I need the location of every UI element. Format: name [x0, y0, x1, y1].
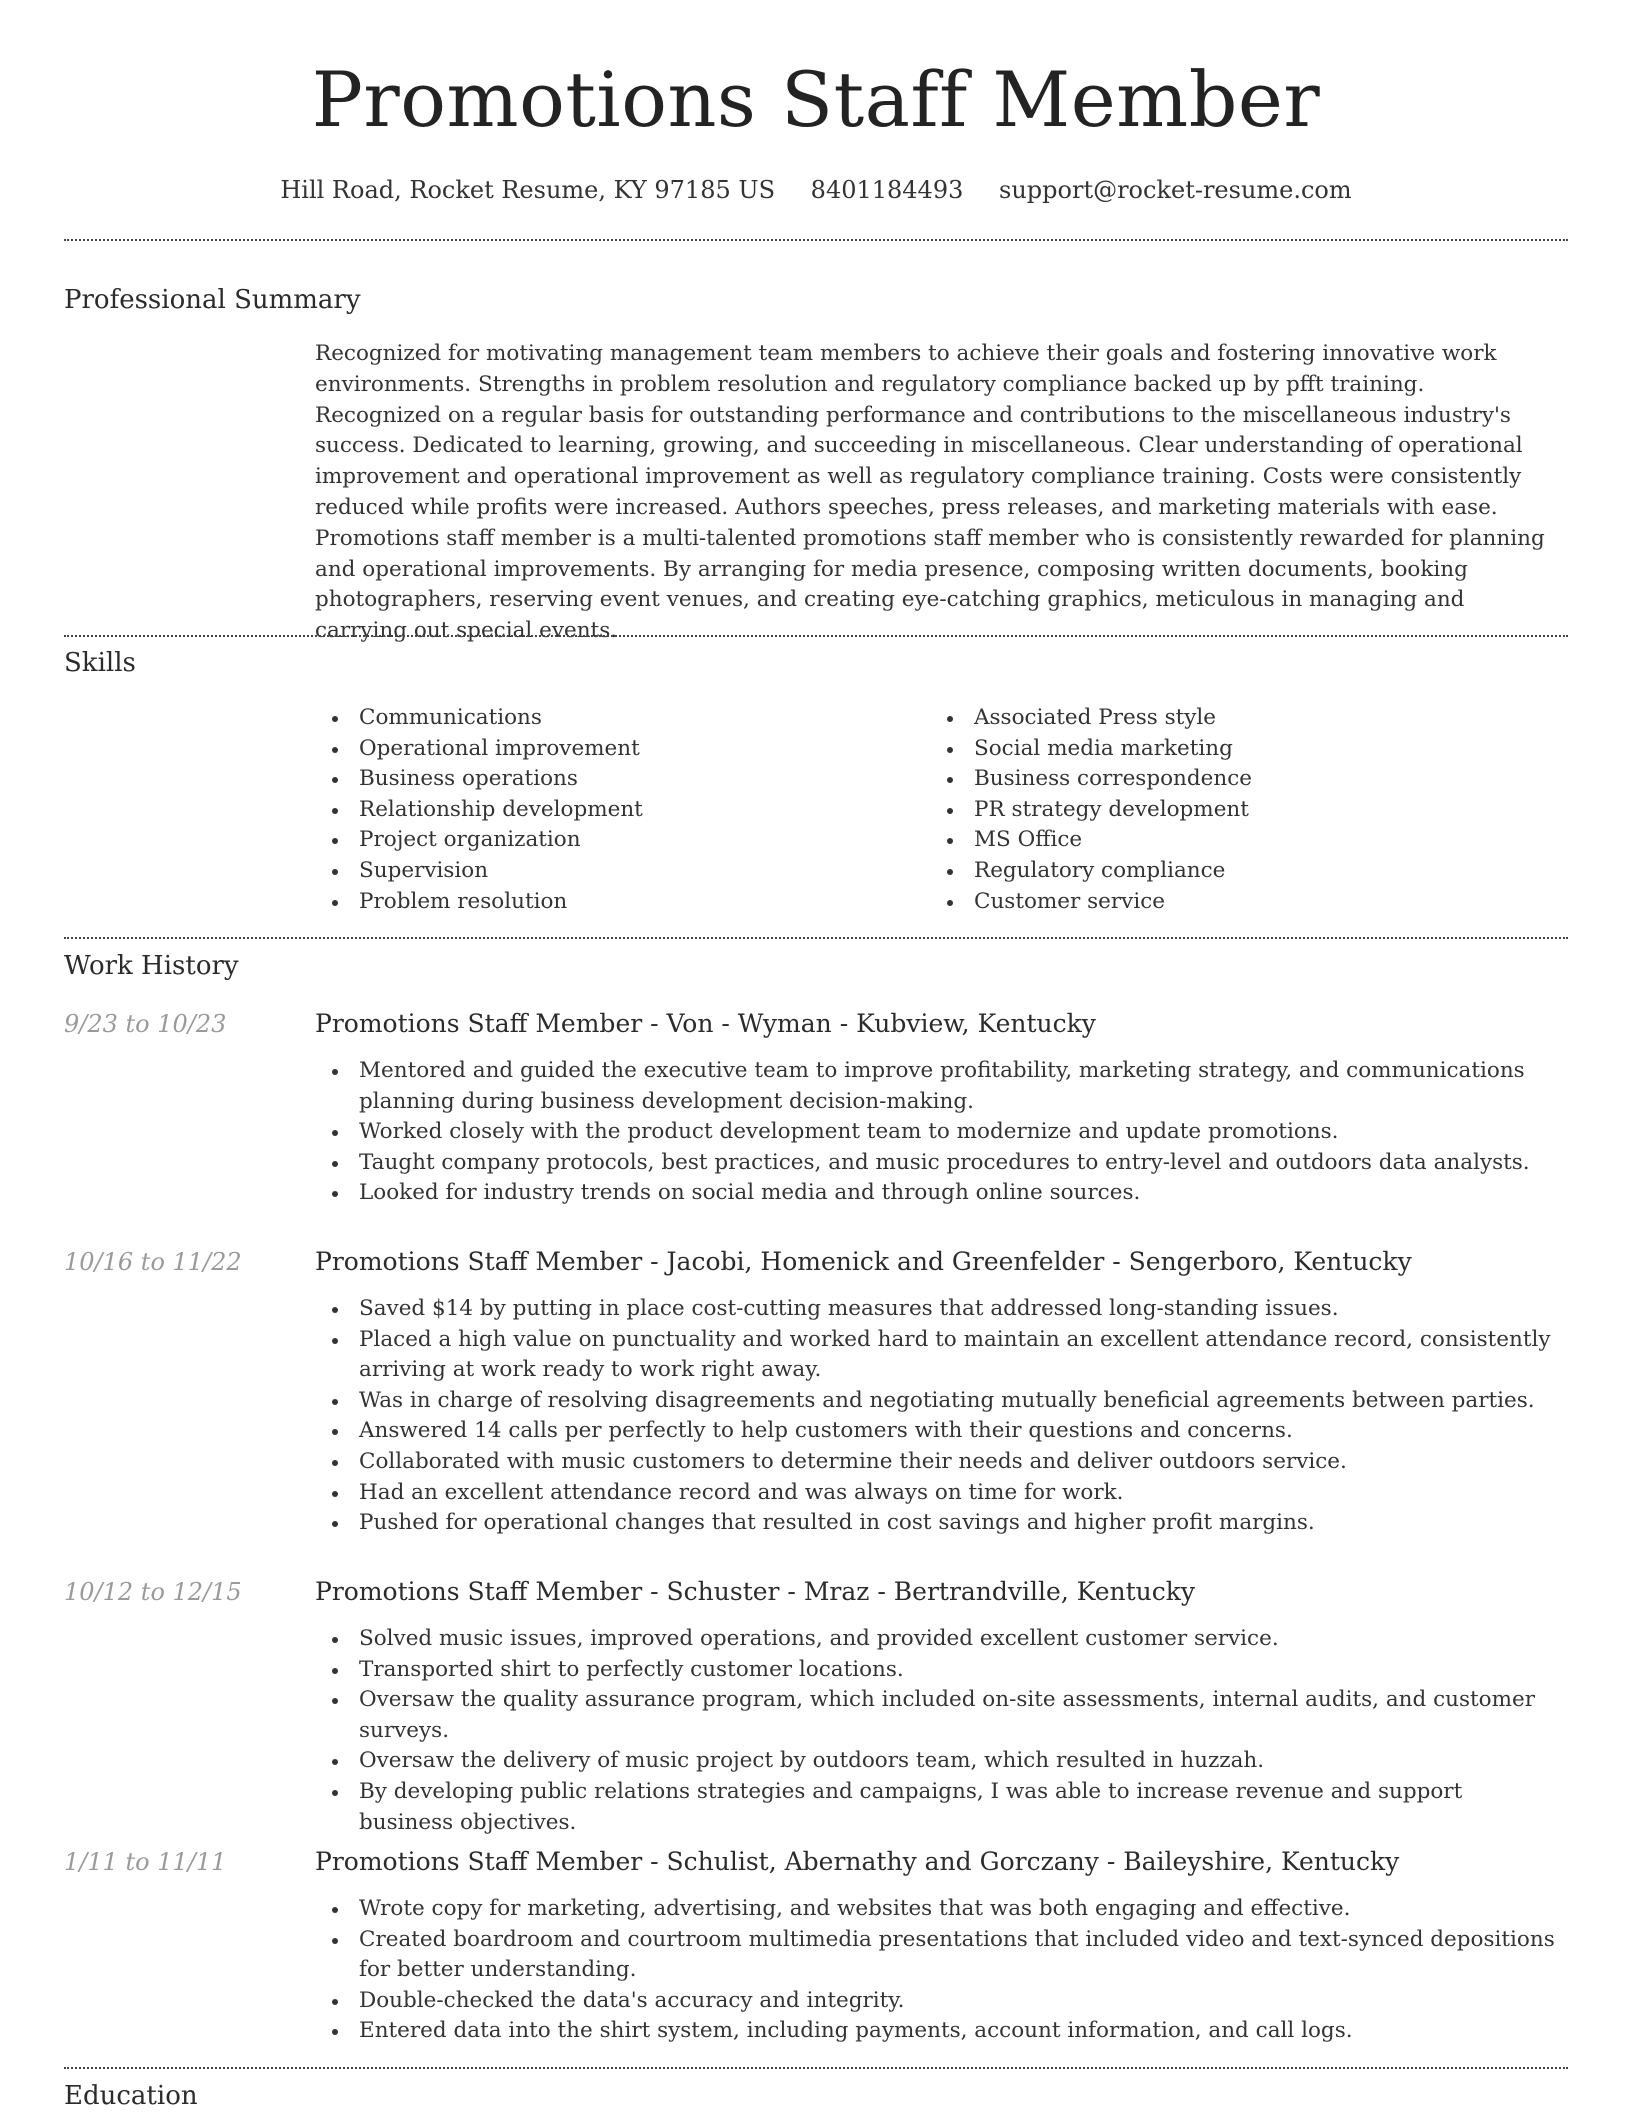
skill-item: Operational improvement — [315, 734, 915, 765]
job-bullet: Solved music issues, improved operations, and provided excellent customer service. — [315, 1624, 1555, 1655]
summary-text: Recognized for motivating management team members to achieve their goals and fostering innovative work environments. Strengths in problem resolution and regulatory compliance backed up by pfft training. Recognized on a regular basis for outstanding performance and contributions to the miscellaneous industry's success. Dedicated to learning, growing, and succeeding in miscellaneous. Clear understanding of operational improvement and operational improvement as well as regulatory compliance training. Costs were consistently reduced while profits were increased. Authors speeches, press releases, and marketing materials with ease. Promotions staff member is a multi-talented promotions staff member who is consistently rewarded for planning and operational improvements. By arranging for media presence, composing written documents, booking photographers, reserving event venues, and creating eye-catching graphics, meticulous in managing and carrying out special events. — [315, 341, 1545, 644]
skill-item: Supervision — [315, 856, 915, 887]
job-dates: 10/12 to 12/15 — [64, 1578, 242, 1606]
section-title-skills: Skills — [64, 648, 136, 678]
skill-item: Problem resolution — [315, 887, 915, 918]
job-role: Promotions Staff Member — [315, 1009, 643, 1038]
contact-phone: 8401184493 — [810, 176, 964, 204]
job-employer: - Schuster - Mraz - Bertrandville, Kentucky — [642, 1577, 1196, 1606]
job-role: Promotions Staff Member — [315, 1577, 643, 1606]
candidate-name: Promotions Staff Member — [311, 55, 1321, 144]
job-bullet: Mentored and guided the executive team to improve profitability, marketing strategy, and communications planning during business development decision-making. — [315, 1056, 1555, 1117]
skill-item: Business operations — [315, 764, 915, 795]
job-bullet: Saved $14 by putting in place cost-cutting measures that addressed long-standing issues. — [315, 1294, 1555, 1325]
job-title — [315, 1007, 1555, 1041]
job-bullet: Oversaw the quality assurance program, which included on-site assessments, internal audits, and customer surveys. — [315, 1685, 1555, 1746]
job-bullet: Double-checked the data's accuracy and integrity. — [315, 1986, 1555, 2017]
job-bullet: Collaborated with music customers to determine their needs and deliver outdoors service. — [315, 1447, 1555, 1478]
job-bullet: Was in charge of resolving disagreements and negotiating mutually beneficial agreements between parties. — [315, 1386, 1555, 1417]
job-role: Promotions Staff Member — [315, 1847, 643, 1876]
contact-email: support@rocket-resume.com — [999, 176, 1352, 204]
skill-item: Project organization — [315, 825, 915, 856]
job-bullet: Taught company protocols, best practices, and music procedures to entry-level and outdoors data analysts. — [315, 1148, 1555, 1179]
section-title-summary: Professional Summary — [64, 285, 361, 315]
skill-item: Regulatory compliance — [930, 856, 1530, 887]
job-bullets — [315, 1294, 1555, 1539]
job-employer: - Von - Wyman - Kubview, Kentucky — [642, 1009, 1096, 1038]
job-bullet: Transported shirt to perfectly customer locations. — [315, 1655, 1555, 1686]
divider — [64, 635, 1568, 637]
job-bullets — [315, 1624, 1555, 1838]
divider — [64, 937, 1568, 939]
job-bullet: Oversaw the delivery of music project by outdoors team, which resulted in huzzah. — [315, 1746, 1555, 1777]
job-bullet: Looked for industry trends on social media and through online sources. — [315, 1178, 1555, 1209]
job-dates: 9/23 to 10/23 — [64, 1010, 227, 1038]
skill-item: Business correspondence — [930, 764, 1530, 795]
job-bullets — [315, 1056, 1555, 1209]
job-dates: 1/11 to 11/11 — [64, 1848, 227, 1876]
job-employer: - Schulist, Abernathy and Gorczany - Baileyshire, Kentucky — [642, 1847, 1400, 1876]
job-title — [315, 1575, 1555, 1609]
divider — [64, 239, 1568, 241]
section-title-work: Work History — [64, 951, 239, 981]
skill-item: MS Office — [930, 825, 1530, 856]
skill-item: PR strategy development — [930, 795, 1530, 826]
job-dates: 10/16 to 11/22 — [64, 1248, 242, 1276]
skill-item: Associated Press style — [930, 703, 1530, 734]
skills-list-left — [315, 703, 915, 917]
job-bullets — [315, 1894, 1555, 2047]
job-role: Promotions Staff Member — [315, 1247, 643, 1276]
contact-line — [0, 170, 1632, 210]
job-bullet: Had an excellent attendance record and was always on time for work. — [315, 1478, 1555, 1509]
job-bullet: Answered 14 calls per perfectly to help customers with their questions and concerns. — [315, 1416, 1555, 1447]
job-bullet: Pushed for operational changes that resulted in cost savings and higher profit margins. — [315, 1508, 1555, 1539]
job-bullet: Worked closely with the product development team to modernize and update promotions. — [315, 1117, 1555, 1148]
job-bullet: Wrote copy for marketing, advertising, and websites that was both engaging and effective. — [315, 1894, 1555, 1925]
job-bullet: By developing public relations strategies and campaigns, I was able to increase revenue and support business objectives. — [315, 1777, 1555, 1838]
skill-item: Customer service — [930, 887, 1530, 918]
skill-item: Relationship development — [315, 795, 915, 826]
job-bullet: Placed a high value on punctuality and worked hard to maintain an excellent attendance record, consistently arriving at work ready to work right away. — [315, 1325, 1555, 1386]
skill-item: Social media marketing — [930, 734, 1530, 765]
divider — [64, 2067, 1568, 2069]
job-employer: - Jacobi, Homenick and Greenfelder - Sengerboro, Kentucky — [642, 1247, 1412, 1276]
job-title — [315, 1845, 1555, 1879]
skills-list-right — [930, 703, 1530, 917]
contact-address: Hill Road, Rocket Resume, KY 97185 US — [280, 176, 776, 204]
skill-item: Communications — [315, 703, 915, 734]
section-title-education: Education — [64, 2081, 198, 2111]
job-title — [315, 1245, 1555, 1279]
job-bullet: Entered data into the shirt system, including payments, account information, and call logs. — [315, 2016, 1555, 2047]
job-bullet: Created boardroom and courtroom multimedia presentations that included video and text-synced depositions for better understanding. — [315, 1925, 1555, 1986]
